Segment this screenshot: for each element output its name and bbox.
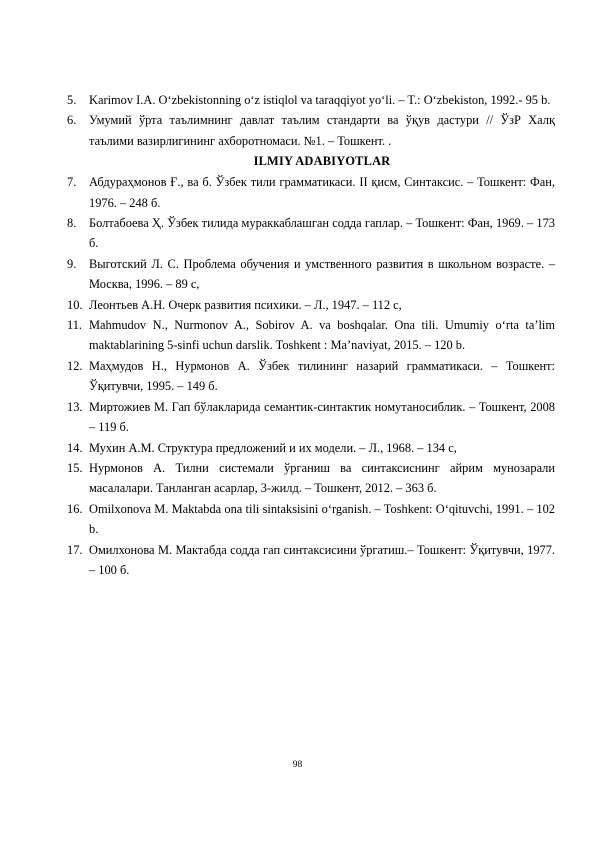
reference-text: Леонтьев А.Н. Очерк развития психики. – Л., 1947. – 112 с, — [89, 297, 402, 312]
reference-text: Нурмонов А. Тилни системали ўрганиш ва синтаксиснинг айрим мунозарали масалалари. Танланган асарлар, 3-жилд. – Тошкент, 2012. – 363 б. — [89, 460, 555, 496]
reference-text: Mahmudov N., Nurmonov A., Sobirov A. va boshqalar. Ona tili. Umumiy o‘rta ta’lim maktablarining 5-sinfi uchun darslik. Toshkent : Ma’naviyat, 2015. – 120 b. — [89, 318, 555, 353]
reference-item — [67, 172, 555, 213]
reference-number: 5. — [67, 93, 77, 107]
reference-item — [67, 458, 555, 499]
reference-number: 9. — [67, 256, 77, 271]
reference-text: Omilxonova M. Maktabda ona tili sintaksisini o‘rganish. – Toshkent: O‘qituvchi, 1991. – 102 b. — [89, 501, 555, 537]
reference-item — [67, 499, 555, 540]
reference-text: Мухин А.М. Структура предложений и их модели. – Л., 1968. – 134 с, — [89, 440, 457, 455]
reference-number: 15. — [67, 460, 83, 475]
reference-item — [67, 315, 555, 356]
reference-item — [67, 213, 555, 254]
reference-number: 10. — [67, 297, 83, 312]
reference-text: Омилхонова М. Мактабда содда гап синтаксисини ўргатиш.– Тошкент: Ўқитувчи, 1977. – 100 б. — [89, 542, 555, 577]
reference-number: 7. — [67, 175, 77, 190]
page-number: 98 — [292, 760, 303, 770]
reference-number: 8. — [67, 216, 77, 231]
reference-item — [67, 110, 555, 151]
reference-item — [67, 295, 555, 315]
reference-number: 17. — [67, 542, 83, 557]
reference-item — [67, 438, 555, 458]
reference-item — [67, 254, 555, 295]
reference-number: 13. — [67, 399, 83, 414]
reference-item — [67, 540, 555, 581]
reference-text: Миртожиев М. Гап бўлакларида семантик-синтактик номутаносиблик. – Тошкент, 2008 – 119 б. — [89, 399, 555, 435]
reference-number: 12. — [67, 358, 83, 373]
reference-number: 14. — [67, 440, 83, 455]
reference-text: Умумий ўрта таълимнинг давлат таълим стандарти ва ўқув дастури // ЎзР Халқ таълими вазирлигининг ахборотномаси. №1. – Тошкент. . — [89, 113, 555, 148]
reference-item — [67, 397, 555, 438]
reference-text: Абдураҳмонов Ғ., ва б. Ўзбек тили грамматикаси. II қисм, Синтаксис. – Тошкент: Фан, 1976. – 248 б. — [89, 175, 555, 210]
reference-item — [67, 356, 555, 397]
reference-number: 16. — [67, 501, 83, 516]
reference-list — [67, 90, 555, 580]
reference-item — [67, 90, 555, 110]
section-heading: ILMIY ADABIYOTLAR — [253, 154, 391, 169]
reference-text: Болтабоева Ҳ. Ўзбек тилида мураккаблашган содда гаплар. – Тошкент: Фан, 1969. – 173 б. — [89, 216, 555, 251]
reference-text: Karimov I.A. O‘zbekistonning o‘z istiqlol va taraqqiyot yo‘li. – T.: O‘zbekiston, 1992.- 95 b. — [89, 93, 551, 107]
reference-number: 11. — [67, 318, 83, 333]
reference-number: 6. — [67, 113, 77, 128]
reference-text: Маҳмудов Н., Нурмонов А. Ўзбек тилининг назарий грамматикаси. – Тошкент: Ўқитувчи, 1995. – 149 б. — [89, 358, 555, 394]
reference-text: Выготский Л. С. Проблема обучения и умственного развития в школьном возрасте. – Москва, 1996. – 89 с, — [89, 256, 555, 292]
